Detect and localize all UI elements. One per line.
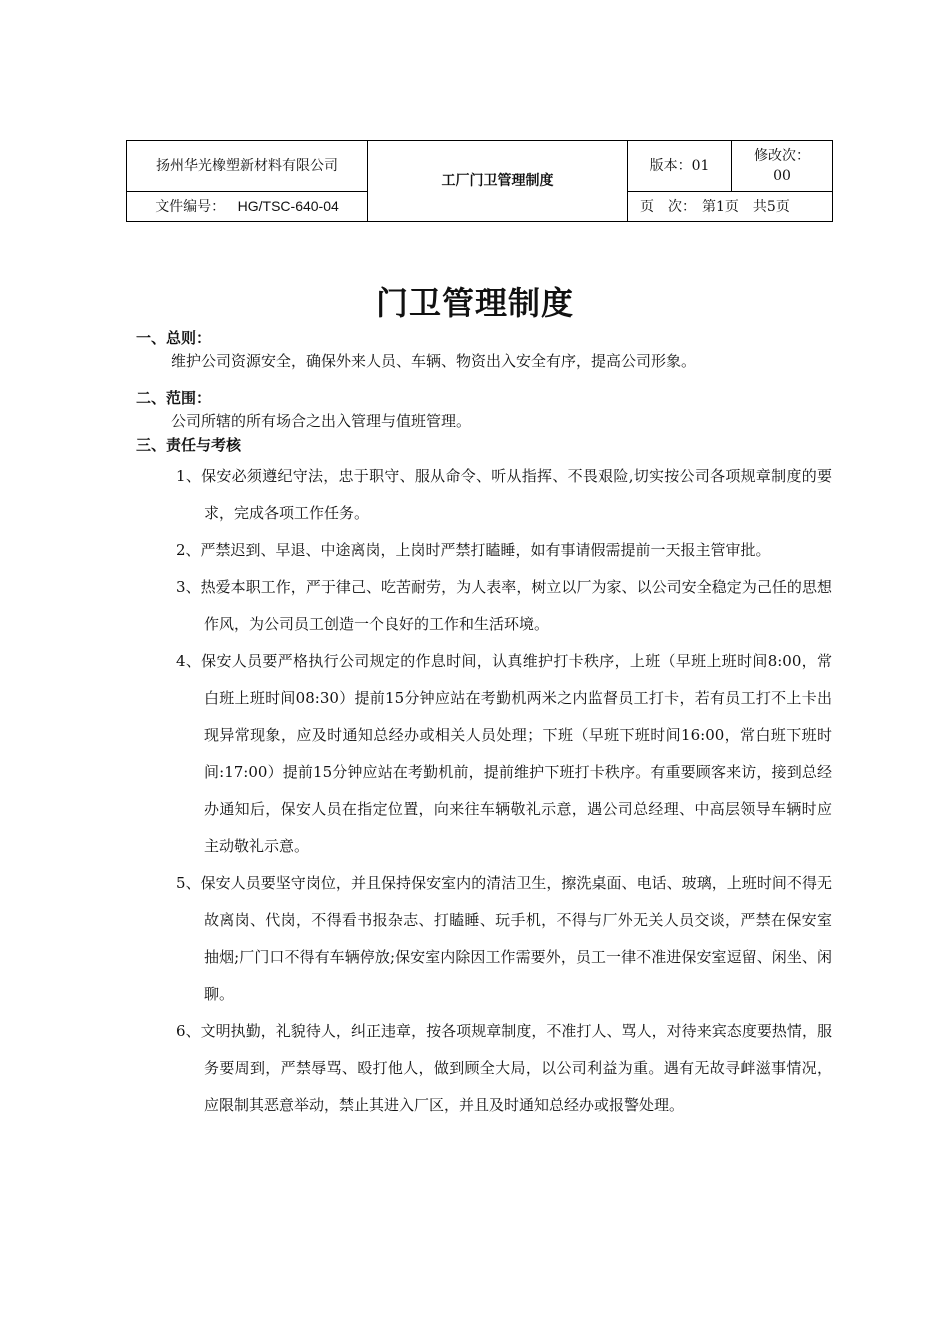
page-cell — [628, 192, 833, 222]
section-general-heading: 一、总则： — [136, 329, 212, 347]
list-item: 2、严禁迟到、早退、中途离岗，上岗时严禁打瞌睡，如有事请假需提前一天报主管审批。 — [176, 541, 771, 559]
document-number-cell — [127, 192, 368, 222]
document-number: HG/TSC-640-04 — [237, 198, 339, 214]
page-current: 第1页 — [702, 198, 739, 215]
section-scope-text: 公司所辖的所有场合之出入管理与值班管理。 — [171, 412, 472, 430]
document-title-cell: 工厂门卫管理制度 — [368, 141, 628, 222]
version-cell: 版本：01 — [628, 141, 732, 192]
document-header-table — [126, 140, 833, 222]
list-item: 3、热爱本职工作，严于律己、吃苦耐劳，为人表率，树立以厂为家、以公司安全稳定为己任的思想作风，为公司员工创造一个良好的工作和生活环境。 — [176, 578, 832, 633]
section-responsibility-heading: 三、责任与考核 — [136, 436, 242, 454]
list-item: 6、文明执勤，礼貌待人，纠正违章，按各项规章制度，不准打人、骂人，对待来宾态度要热情，服务要周到，严禁辱骂、殴打他人，做到顾全大局，以公司利益为重。遇有无故寻衅滋事情况，应限制其恶意举动，禁止其进入厂区，并且及时通知总经办或报警处理。 — [176, 1022, 832, 1114]
section-scope-heading: 二、范围： — [136, 389, 212, 407]
document-number-label: 文件编号： — [155, 199, 226, 215]
revision-cell — [732, 141, 833, 192]
revision-label: 修改次： — [754, 148, 810, 164]
company-name: 扬州华光橡塑新材料有限公司 — [127, 141, 368, 192]
page-label: 页 次： — [640, 198, 696, 215]
list-item: 4、保安人员要严格执行公司规定的作息时间，认真维护打卡秩序，上班（早班上班时间8:00，常白班上班时间08:30）提前15分钟应站在考勤机两米之内监督员工打卡，若有员工打不上卡出现异常现象，应及时通知总经办或相关人员处理；下班（早班下班时间16:00，常白班下班时间:17:00）提前15分钟应站在考勤机前，提前维护下班打卡秩序。有重要顾客来访，接到总经办通知后，保安人员在指定位置，向来往车辆敬礼示意，遇公司总经理、中高层领导车辆时应主动敬礼示意。 — [176, 652, 832, 855]
list-item: 1、保安必须遵纪守法，忠于职守、服从命令、听从指挥、不畏艰险,切实按公司各项规章制度的要求，完成各项工作任务。 — [176, 467, 832, 522]
revision-value: 00 — [773, 168, 791, 184]
page-title: 门卫管理制度 — [375, 284, 574, 322]
responsibility-list — [176, 458, 832, 1124]
page-total: 共5页 — [752, 198, 790, 215]
list-item: 5、保安人员要坚守岗位，并且保持保安室内的清洁卫生，擦洗桌面、电话、玻璃，上班时间不得无故离岗、代岗，不得看书报杂志、打瞌睡、玩手机，不得与厂外无关人员交谈，严禁在保安室抽烟;厂门口不得有车辆停放;保安室内除因工作需要外，员工一律不准进保安室逗留、闲坐、闲聊。 — [176, 874, 832, 1003]
section-general-text: 维护公司资源安全，确保外来人员、车辆、物资出入安全有序，提高公司形象。 — [171, 352, 697, 370]
